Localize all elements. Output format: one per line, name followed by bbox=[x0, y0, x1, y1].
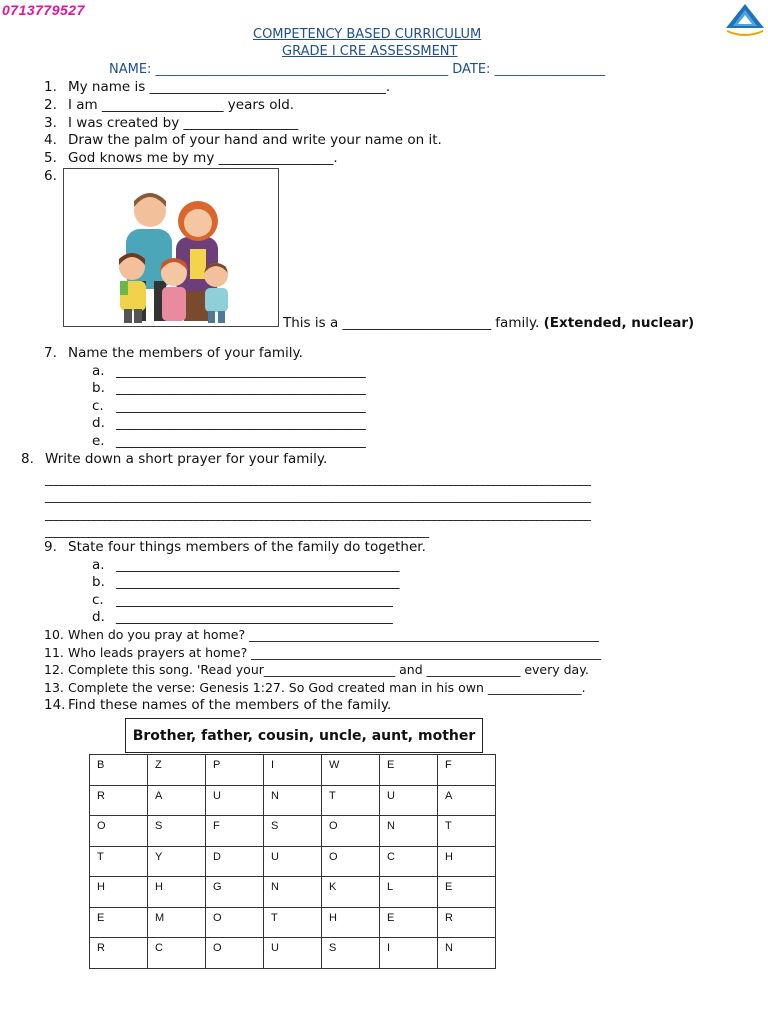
wordsearch-cell: O bbox=[322, 846, 380, 877]
wordsearch-row bbox=[90, 907, 496, 938]
date-blank: _________________ bbox=[494, 62, 606, 77]
wordsearch-cell: R bbox=[438, 907, 496, 938]
wordsearch-cell: T bbox=[438, 816, 496, 847]
q7-item-a: a. _____________________________________ bbox=[92, 363, 366, 379]
wordsearch-cell: K bbox=[322, 877, 380, 908]
question-12: 12. Complete this song. 'Read your_____________________ and _______________ every day. bbox=[44, 662, 589, 677]
page-title: COMPETENCY BASED CURRICULUM bbox=[253, 27, 482, 42]
question-6: This is a ______________________ family. (Extended, nuclear) bbox=[283, 315, 695, 331]
question-9: 9. State four things members of the family do together. bbox=[44, 539, 426, 555]
wordsearch-cell: H bbox=[322, 907, 380, 938]
wordsearch-cell: E bbox=[90, 907, 148, 938]
wordsearch-cell: H bbox=[90, 877, 148, 908]
family-illustration bbox=[64, 169, 278, 326]
wordsearch-cell: S bbox=[322, 938, 380, 969]
wordsearch-cell: G bbox=[206, 877, 264, 908]
q8-line-2: _____________________________________________________________________________________________________ bbox=[45, 489, 591, 503]
wordsearch-cell: H bbox=[438, 846, 496, 877]
wordsearch-row bbox=[90, 846, 496, 877]
wordsearch-cell: Z bbox=[148, 755, 206, 786]
q9-item-d: d. _________________________________________ bbox=[92, 609, 393, 625]
name-field bbox=[109, 62, 605, 77]
wordsearch-row bbox=[90, 877, 496, 908]
wordsearch-row bbox=[90, 816, 496, 847]
question-6-number: 6. bbox=[44, 168, 57, 184]
wordsearch-cell: O bbox=[322, 816, 380, 847]
wordsearch-cell: S bbox=[148, 816, 206, 847]
page-subtitle: GRADE I CRE ASSESSMENT bbox=[282, 44, 458, 59]
question-8: 8. Write down a short prayer for your family. bbox=[21, 451, 328, 467]
wordsearch-cell: F bbox=[438, 755, 496, 786]
question-5: 5. God knows me by my _________________. bbox=[44, 150, 338, 166]
family-picture-frame bbox=[63, 168, 279, 327]
q8-line-3: _____________________________________________________________________________________________________ bbox=[45, 507, 591, 521]
question-10: 10. When do you pray at home? ________________________________________________________ bbox=[44, 627, 600, 642]
wordsearch-cell: U bbox=[264, 846, 322, 877]
question-7: 7. Name the members of your family. bbox=[44, 345, 303, 361]
wordsearch-row bbox=[90, 938, 496, 969]
wordsearch-cell: N bbox=[264, 877, 322, 908]
q9-item-a: a. __________________________________________ bbox=[92, 557, 400, 573]
question-2: 2. I am __________________ years old. bbox=[44, 97, 295, 113]
q7-item-b: b. _____________________________________ bbox=[92, 380, 366, 396]
wordsearch-cell: U bbox=[206, 785, 264, 816]
question-14: 14. Find these names of the members of the family. bbox=[44, 697, 392, 713]
wordsearch-word-list: Brother, father, cousin, uncle, aunt, mother bbox=[125, 718, 483, 753]
q7-item-c: c. _____________________________________ bbox=[92, 398, 366, 414]
wordsearch-cell: U bbox=[380, 785, 438, 816]
q9-item-b: b. __________________________________________ bbox=[92, 574, 400, 590]
wordsearch-cell: S bbox=[264, 816, 322, 847]
wordsearch-row bbox=[90, 785, 496, 816]
question-3: 3. I was created by _________________ bbox=[44, 115, 299, 131]
date-label: DATE: bbox=[452, 62, 491, 77]
wordsearch-cell: U bbox=[264, 938, 322, 969]
wordsearch-cell: L bbox=[380, 877, 438, 908]
wordsearch-cell: T bbox=[322, 785, 380, 816]
wordsearch-cell: N bbox=[380, 816, 438, 847]
wordsearch-cell: N bbox=[438, 938, 496, 969]
wordsearch-cell: R bbox=[90, 785, 148, 816]
wordsearch-cell: E bbox=[438, 877, 496, 908]
question-11: 11. Who leads prayers at home? ________________________________________________________ bbox=[44, 645, 602, 660]
q7-item-d: d. _____________________________________ bbox=[92, 415, 366, 431]
wordsearch-cell: A bbox=[438, 785, 496, 816]
wordsearch-cell: O bbox=[90, 816, 148, 847]
triangle-logo-icon bbox=[724, 2, 766, 36]
wordsearch-cell: M bbox=[148, 907, 206, 938]
wordsearch-cell: C bbox=[148, 938, 206, 969]
q8-line-1: _____________________________________________________________________________________________________ bbox=[45, 472, 591, 486]
wordsearch-cell: O bbox=[206, 907, 264, 938]
wordsearch-cell: F bbox=[206, 816, 264, 847]
wordsearch-cell: B bbox=[90, 755, 148, 786]
wordsearch-cell: T bbox=[90, 846, 148, 877]
wordsearch-cell: O bbox=[206, 938, 264, 969]
q9-item-c: c. _________________________________________ bbox=[92, 592, 393, 608]
wordsearch-cell: A bbox=[148, 785, 206, 816]
name-blank: _____________________________________________ bbox=[155, 62, 449, 77]
wordsearch-grid bbox=[89, 754, 496, 969]
wordsearch-cell: H bbox=[148, 877, 206, 908]
wordsearch-cell: N bbox=[264, 785, 322, 816]
question-4: 4. Draw the palm of your hand and write your name on it. bbox=[44, 132, 442, 148]
wordsearch-cell: I bbox=[264, 755, 322, 786]
question-13: 13. Complete the verse: Genesis 1:27. So God created man in his own _______________. bbox=[44, 680, 586, 695]
wordsearch-cell: D bbox=[206, 846, 264, 877]
wordsearch-cell: E bbox=[380, 907, 438, 938]
phone-number: 0713779527 bbox=[2, 2, 85, 18]
wordsearch-cell: Y bbox=[148, 846, 206, 877]
wordsearch-cell: W bbox=[322, 755, 380, 786]
wordsearch-row bbox=[90, 755, 496, 786]
wordsearch-cell: C bbox=[380, 846, 438, 877]
question-1: 1. My name is ___________________________________. bbox=[44, 79, 391, 95]
wordsearch-cell: E bbox=[380, 755, 438, 786]
q7-item-e: e. _____________________________________ bbox=[92, 433, 366, 449]
q8-line-4: _______________________________________________________________________ bbox=[45, 524, 429, 538]
wordsearch-cell: P bbox=[206, 755, 264, 786]
wordsearch-cell: R bbox=[90, 938, 148, 969]
wordsearch-cell: I bbox=[380, 938, 438, 969]
wordsearch-cell: T bbox=[264, 907, 322, 938]
name-label: NAME: bbox=[109, 62, 152, 77]
